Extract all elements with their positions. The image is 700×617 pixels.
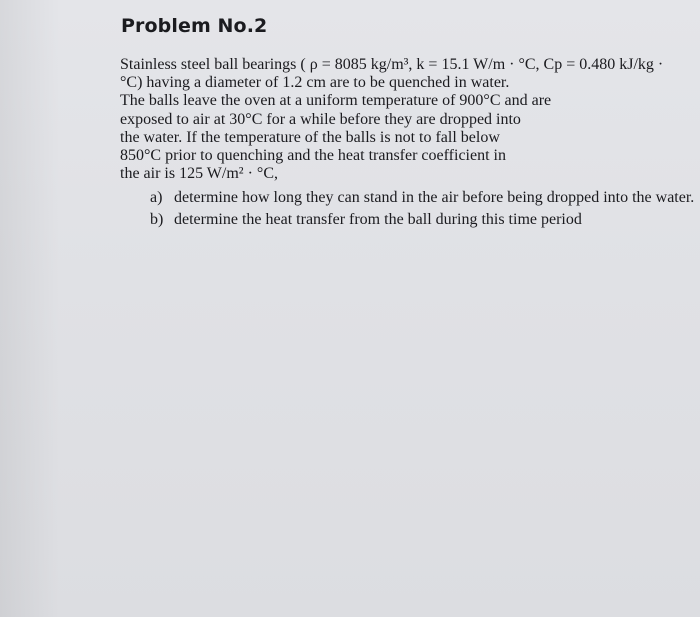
question-list <box>150 189 700 233</box>
statement-line: °C) having a diameter of 1.2 cm are to be quenched in water. <box>120 74 510 92</box>
statement-line: the air is 125 W/m² · °C, <box>120 165 278 183</box>
item-marker: b) <box>150 211 164 229</box>
statement-line: exposed to air at 30°C for a while before they are dropped into <box>120 110 521 128</box>
item-text: determine how long they can stand in the air before being dropped into the water. <box>174 189 695 206</box>
item-marker: a) <box>150 189 163 206</box>
statement-line: 850°C prior to quenching and the heat transfer coefficient in <box>120 147 506 165</box>
statement-line: the water. If the temperature of the balls is not to fall below <box>120 128 500 146</box>
statement-line: The balls leave the oven at a uniform temperature of 900°C and are <box>120 92 552 110</box>
problem-title: Problem No.2 <box>121 15 268 37</box>
page-shadow <box>0 0 60 617</box>
item-text: determine the heat transfer from the ball during this time period <box>174 211 582 229</box>
statement-line: Stainless steel ball bearings ( ρ = 8085 kg/m³, k = 15.1 W/m · °C, Cp = 0.480 kJ/kg · <box>120 56 664 73</box>
problem-statement <box>120 56 663 183</box>
question-item-b <box>150 211 700 229</box>
question-item-a <box>150 189 700 207</box>
